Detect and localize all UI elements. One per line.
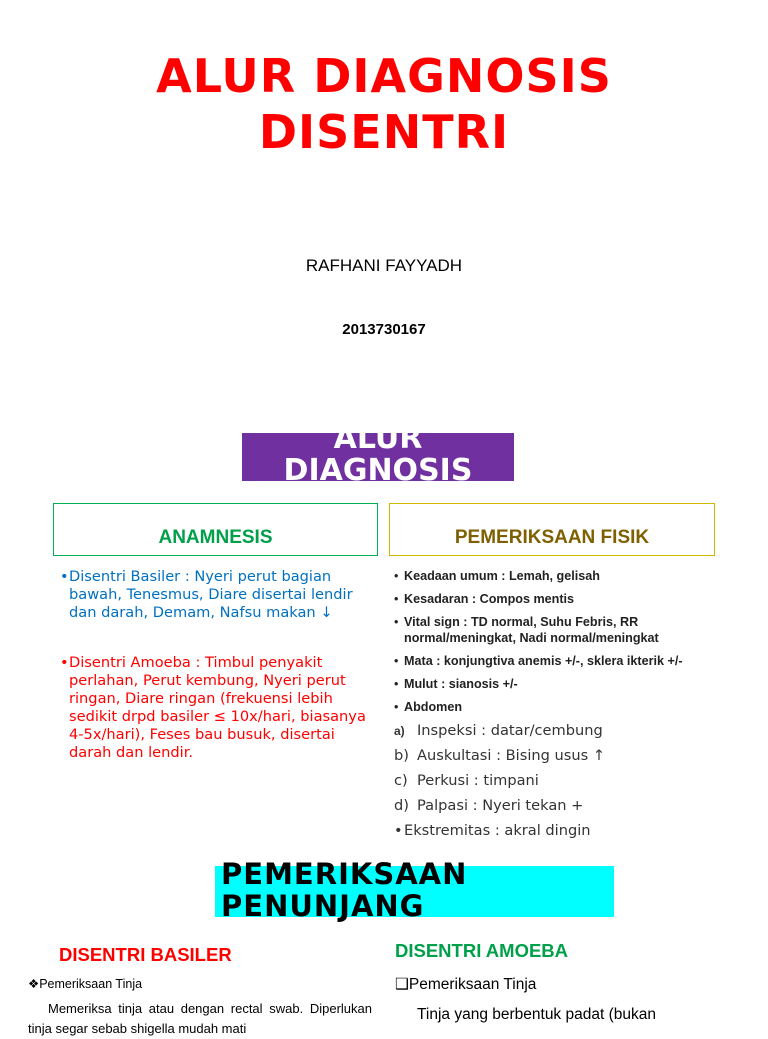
fisik-item: [394, 676, 724, 692]
fisik-item-text: Vital sign : TD normal, Suhu Febris, RR normal/meningkat, Nadi normal/meningkat: [404, 615, 659, 645]
basiler-paragraph: Memeriksa tinja atau dengan rectal swab. Diperlukan tinja segar sebab shigella mudah mati: [28, 1001, 372, 1036]
anamnesis-item-basiler: [60, 568, 380, 622]
anamnesis-item-amoeba: [60, 654, 380, 762]
fisik-header-box: [389, 503, 715, 556]
anamnesis-item-text: : Timbul penyakit perlahan, Perut kembung, Nyeri perut ringan, Diare ringan (frekuensi lebih sedikit drpd basiler ≤ 10x/hari, biasanya 4-5x/hari), Feses bau busuk, disertai darah dan lendir.: [69, 654, 366, 761]
bullet-icon: •: [60, 568, 69, 585]
title-line-1: ALUR DIAGNOSIS: [156, 49, 612, 103]
slide-title: [0, 48, 768, 160]
fisik-item: [394, 699, 724, 715]
fisik-item-text: Abdomen: [404, 700, 463, 714]
amoeba-paragraph: Tinja yang berbentuk padat (bukan: [417, 1006, 656, 1023]
diamond-bullet-icon: ❖: [28, 977, 40, 991]
fisik-item-text: Mata : konjungtiva anemis +/-, sklera ikterik +/-: [404, 654, 683, 668]
fisik-item: [394, 653, 724, 669]
subitem-text: Auskultasi : Bising usus ↑: [417, 747, 606, 764]
fisik-item-ekstremitas: [394, 822, 724, 840]
bullet-icon: •: [394, 569, 399, 583]
bullet-icon: •: [394, 654, 399, 668]
fisik-list: [394, 568, 724, 840]
subitem-text: Inspeksi : datar/cembung: [417, 722, 603, 739]
basiler-tinja-item: [28, 976, 142, 991]
amoeba-tinja-item: [395, 975, 536, 994]
anamnesis-item-head: Disentri Basiler: [69, 568, 181, 585]
bullet-icon: •: [394, 700, 399, 714]
bullet-icon: •: [394, 677, 399, 691]
subitem-text: Perkusi : timpani: [417, 772, 539, 789]
abdomen-subitem: [394, 772, 724, 790]
subitem-label: c): [394, 772, 408, 789]
abdomen-subitem: [394, 747, 724, 765]
anamnesis-header: ANAMNESIS: [158, 527, 273, 548]
anamnesis-item-text: : Nyeri perut bagian bawah, Tenesmus, Diare disertai lendir dan darah, Demam, Nafsu makan ↓: [69, 568, 353, 621]
alur-diagnosis-banner: [242, 421, 514, 488]
checkbox-bullet-icon: ❑: [395, 976, 409, 993]
student-id: 2013730167: [342, 321, 426, 338]
fisik-item: [394, 568, 724, 584]
subitem-label: a): [394, 724, 405, 738]
fisik-item: [394, 591, 724, 607]
subitem-label: d): [394, 797, 409, 814]
bullet-icon: •: [394, 615, 399, 629]
abdomen-subitem: [394, 722, 724, 740]
author-name: RAFHANI FAYYADH: [305, 256, 463, 275]
title-line-2: DISENTRI: [258, 105, 510, 159]
amoeba-header: DISENTRI AMOEBA: [395, 940, 569, 961]
subitem-label: b): [394, 747, 409, 764]
penunjang-line-1: PEMERIKSAAN: [221, 857, 468, 891]
amoeba-tinja-label: Pemeriksaan Tinja: [408, 976, 537, 993]
fisik-header: PEMERIKSAAN FISIK: [454, 527, 650, 548]
bullet-icon: •: [394, 822, 403, 839]
basiler-header: DISENTRI BASILER: [59, 944, 232, 965]
fisik-item: [394, 614, 724, 646]
abdomen-subitem: [394, 797, 724, 815]
penunjang-banner: [215, 857, 614, 923]
fisik-item-text: Keadaan umum : Lemah, gelisah: [404, 569, 600, 583]
penunjang-line-2: PENUNJANG: [221, 889, 425, 923]
basiler-tinja-label: Pemeriksaan Tinja: [39, 977, 143, 991]
anamnesis-list: [60, 568, 380, 794]
anamnesis-item-head: Disentri Amoeba: [69, 654, 191, 671]
bullet-icon: •: [60, 654, 69, 671]
banner-line-1: ALUR: [333, 421, 423, 456]
subitem-text: Palpasi : Nyeri tekan +: [417, 797, 584, 814]
fisik-item-text: Kesadaran : Compos mentis: [404, 592, 575, 606]
fisik-item-text: Ekstremitas : akral dingin: [404, 822, 591, 839]
bullet-icon: •: [394, 592, 399, 606]
banner-line-2: DIAGNOSIS: [283, 453, 473, 488]
fisik-item-text: Mulut : sianosis +/-: [404, 677, 518, 691]
anamnesis-header-box: [53, 503, 378, 556]
